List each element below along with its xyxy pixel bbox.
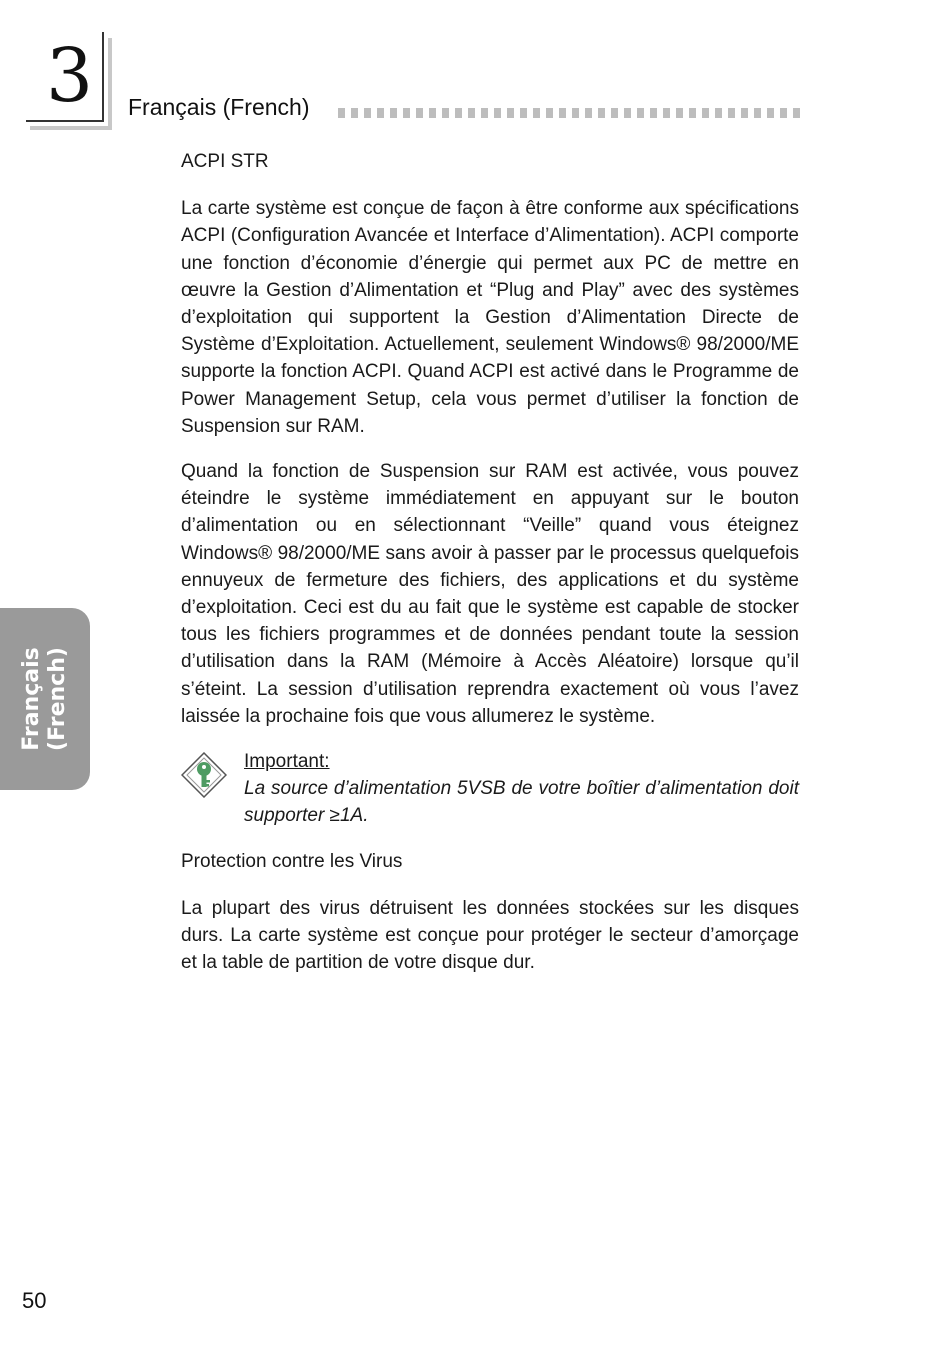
key-diamond-icon [181, 752, 227, 798]
language-side-tab [0, 608, 90, 790]
page-number: 50 [22, 1288, 47, 1313]
important-note [181, 748, 799, 830]
side-tab-line1: Français [19, 647, 44, 751]
side-tab-label [19, 647, 71, 751]
acpi-paragraph-1: La carte système est conçue de façon à être conforme aux spécifications ACPI (Configuration Avancée et Interface d’Alimentation). ACPI comporte une fonction d’économie d’énergie qui permet aux PC de mettre en œuvre la Gestion d’Alimentation et “Plug and Play” avec des systèmes d’exploitation qui supportent la Gestion d’Alimentation Directe de Système d’Exploitation. Actuellement, seulement Windows® 98/2000/ME supporte la fonction ACPI. Quand ACPI est activé dans le Programme de Power Management Setup, cela vous permet d’utiliser la fonction de Suspension sur RAM. [181, 198, 799, 437]
section-heading-acpi: ACPI STR [181, 151, 269, 172]
header-dotted-rule [338, 108, 800, 118]
note-body: La source d’alimentation 5VSB de votre boîtier d’alimentation doit supporter ≥1A. [244, 778, 799, 827]
acpi-paragraph-2: Quand la fonction de Suspension sur RAM est activée, vous pouvez éteindre le système immédiatement en appuyant sur le bouton d’alimentation ou en sélectionnant “Veille” quand vous éteignez Windows® 98/2000/ME sans avoir à passer par le processus quelquefois ennuyeux de fermeture des fichiers, des applications et du système d’exploitation. Ceci est du au fait que le système est capable de stocker tous les fichiers programmes et de données pendant toute la session d’utilisation dans la RAM (Mémoire à Accès Aléatoire) lorsque qu’il s’éteint. La session d’utilisation reprendra exactement où vous l’avez laissée la prochaine fois que vous allumerez le système. [181, 461, 799, 727]
chapter-number-box [26, 32, 104, 122]
main-content [181, 148, 799, 994]
note-title: Important: [244, 751, 330, 773]
section-heading-virus: Protection contre les Virus [181, 850, 403, 872]
page-header-title: Français (French) [128, 94, 310, 120]
virus-paragraph-1: La plupart des virus détruisent les données stockées sur les disques durs. La carte système est conçue pour protéger le secteur d’amorçage et la table de partition de votre disque dur. [181, 897, 799, 974]
chapter-number: 3 [46, 33, 94, 119]
side-tab-line2: (French) [45, 647, 70, 751]
